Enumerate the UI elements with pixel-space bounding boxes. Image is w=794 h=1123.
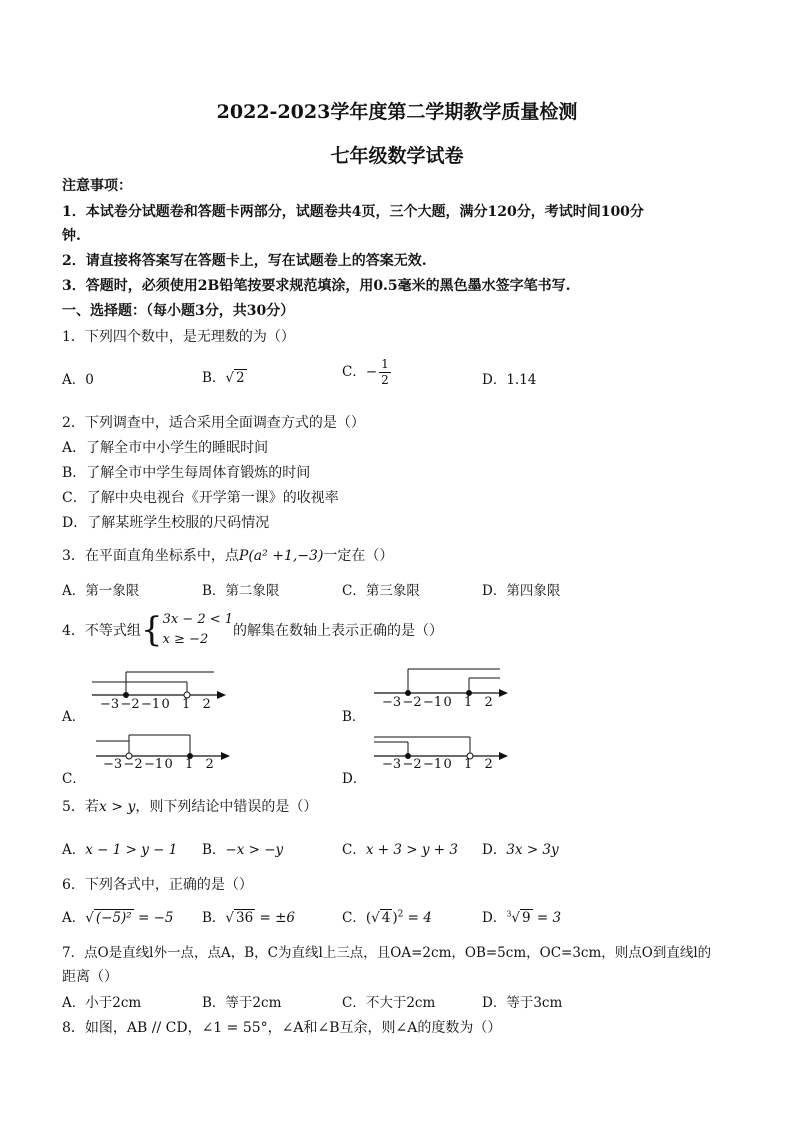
q4-b-tick-4: 1 [464,695,473,710]
q4-c-label: C． [62,771,86,787]
q4-c-tick-5: 2 [205,757,214,772]
q4-d-tick-2: −1 [423,757,443,772]
q6-option-c: C．(√ 4 )$^2$ = 4 [342,909,432,926]
q6-c-label: C． [342,910,366,926]
q1-c-denominator: 2 [381,373,389,387]
notes-heading: 注意事项： [62,178,132,194]
q4-inequality-1: 3x − 2 < 1 [162,612,234,627]
q7-option-c: C．不大于2cm [342,995,436,1011]
q4-a-tick-0: −3 [100,697,120,712]
q5-option-d [482,838,559,858]
q4-stem [62,610,443,650]
q6-d-label: D． [482,910,507,926]
q7-option-d: D．等于3cm [482,995,563,1011]
exam-title: 2022-2023学年度第二学期教学质量检测 [216,101,578,123]
exam-subtitle: 七年级数学试卷 [330,145,464,167]
q4-c-tick-3: 0 [164,757,173,772]
q4-a-tick-4: 1 [182,697,191,712]
q4-a-label: A． [62,709,86,725]
q4-b-tick-5: 2 [484,695,493,710]
q5-b-label: B． [202,842,226,858]
q1-d-value: 1.14 [506,372,537,388]
q4-d-tick-5: 2 [484,757,493,772]
q6-d-rest: = 3 [532,910,562,926]
q4-c-tick-2: −1 [144,757,164,772]
q2-option-a: A．了解全市中小学生的睡眠时间 [62,440,269,456]
q4-d-label: D． [342,771,367,787]
q6-b-rest: = ±6 [255,910,296,926]
q2-option-c: C．了解中央电视台《开学第一课》的收视率 [62,490,339,506]
q4-system [163,610,233,650]
q4-a-tick-1: −2 [120,697,140,712]
note-3: 3．答题时，必须使用2B铅笔按要求规范填涂，用0.5毫米的黑色墨水签字笔书写. [62,278,571,294]
q6-option-d: D．$^3$√ 9 = 3 [482,909,562,926]
q3-stem-pre: 3．在平面直角坐标系中，点 [62,548,239,564]
q8-stem: 8．如图，AB // CD，∠1 = 55°，∠A和∠B互余，则∠A的度数为（） [62,1020,502,1036]
note-1a: 1．本试卷分试题卷和答题卡两部分，试题卷共4页，三个大题，满分120分，考试时间100分 [62,204,644,220]
q7-option-b: B．等于2cm [202,995,282,1011]
q6-d-radicand: 9 [522,910,531,926]
q5-c-value: x + 3 > y + 3 [365,842,458,858]
q6-option-b: B．√ 36 = ±6 [202,910,296,926]
q7-stem-line-1: 7．点O是直线l外一点，点A，B，C为直线l上三点，且OA=2cm，OB=5cm，OC=3cm，则点O到直线l的 [62,945,712,961]
q4-a-tick-2: −1 [141,697,161,712]
q4-stem-post: 的解集在数轴上表示正确的是（） [233,623,444,639]
q4-b-tick-0: −3 [382,695,402,710]
q4-number-line-c [92,731,232,781]
q1-option-d [482,368,536,388]
q6-c-rest: = 4 [403,910,432,926]
q1-stem: 1．下列四个数中，是无理数的为（） [62,329,295,345]
q4-c-tick-1: −2 [123,757,143,772]
q1-c-label: C． [342,364,366,380]
q5-stem-pre: 5．若 [62,799,99,815]
q5-b-value: −x > −y [225,842,284,858]
q4-b-tick-1: −2 [402,695,422,710]
q4-inequality-2: x ≥ −2 [162,632,209,647]
q2-stem: 2．下列调查中，适合采用全面调查方式的是（） [62,415,365,431]
q5-a-value: x − 1 > y − 1 [85,842,178,858]
q5-option-a [62,838,177,858]
q4-brace: { [140,610,163,650]
q4-c-tick-0: −3 [103,757,123,772]
q1-c-fraction [379,357,391,388]
q5-stem-post: ，则下列结论中错误的是（） [135,799,318,815]
q1-option-a [62,368,94,388]
q6-b-label: B． [202,910,226,926]
q4-d-tick-1: −2 [402,757,422,772]
q6-a-rest: = −5 [133,910,174,926]
q1-option-b: B．√ 2 [202,370,245,386]
q3-option-c: C．第三象限 [342,583,420,599]
q4-d-tick-4: 1 [464,757,473,772]
q7-stem-line-2: 距离（） [62,969,118,985]
section-heading: 一、选择题：（每小题3分，共30分） [62,303,295,319]
q4-d-tick-0: −3 [382,757,402,772]
q4-stem-pre: 4．不等式组 [62,623,141,639]
q5-d-value: 3x > 3y [506,842,559,858]
q4-d-tick-3: 0 [443,757,452,772]
q6-c-radicand: 4 [381,910,391,926]
q5-option-b [202,838,283,858]
q1-b-radicand: 2 [236,370,245,386]
q4-number-line-d [372,731,512,781]
q7-option-a: A．小于2cm [62,995,142,1011]
q3-point: P(a² +1,−3) [238,548,324,564]
q1-d-label: D． [482,372,507,388]
q3-option-d: D．第四象限 [482,583,561,599]
q1-c-numerator: 1 [381,357,389,371]
q1-c-sign: − [365,364,378,380]
q1-option-c [342,357,393,388]
q3-option-b: B．第二象限 [202,583,280,599]
q1-a-label: A． [62,372,86,388]
q6-a-label: A． [62,910,86,926]
q5-d-label: D． [482,842,507,858]
q5-stem [62,796,317,816]
note-2: 2．请直接将答案写在答题卡上，写在试题卷上的答案无效. [62,253,427,269]
q2-option-d: D．了解某班学生校服的尺码情况 [62,515,270,531]
q3-option-a: A．第一象限 [62,583,140,599]
q5-a-label: A． [62,842,86,858]
q1-b-label: B． [202,370,226,386]
q4-b-label: B． [342,709,366,725]
q3-stem-post: 一定在（） [323,548,394,564]
note-1b: 钟. [62,228,81,244]
q2-option-b: B．了解全市中学生每周体育锻炼的时间 [62,465,311,481]
q5-c-label: C． [342,842,366,858]
q5-condition: x > y [98,799,136,815]
q4-b-tick-2: −1 [423,695,443,710]
q4-a-tick-3: 0 [161,697,170,712]
q6-b-radicand: 36 [236,910,254,926]
q4-a-tick-5: 2 [202,697,211,712]
q6-stem: 6．下列各式中，正确的是（） [62,877,253,893]
q4-b-tick-3: 0 [443,695,452,710]
q1-a-value: 0 [85,372,94,388]
q3-stem [62,545,393,565]
q6-option-a: A．√ (−5)² = −5 [62,910,174,926]
q5-option-c [342,838,458,858]
q4-c-tick-4: 1 [185,757,194,772]
q6-a-radicand: (−5)² [95,910,132,926]
